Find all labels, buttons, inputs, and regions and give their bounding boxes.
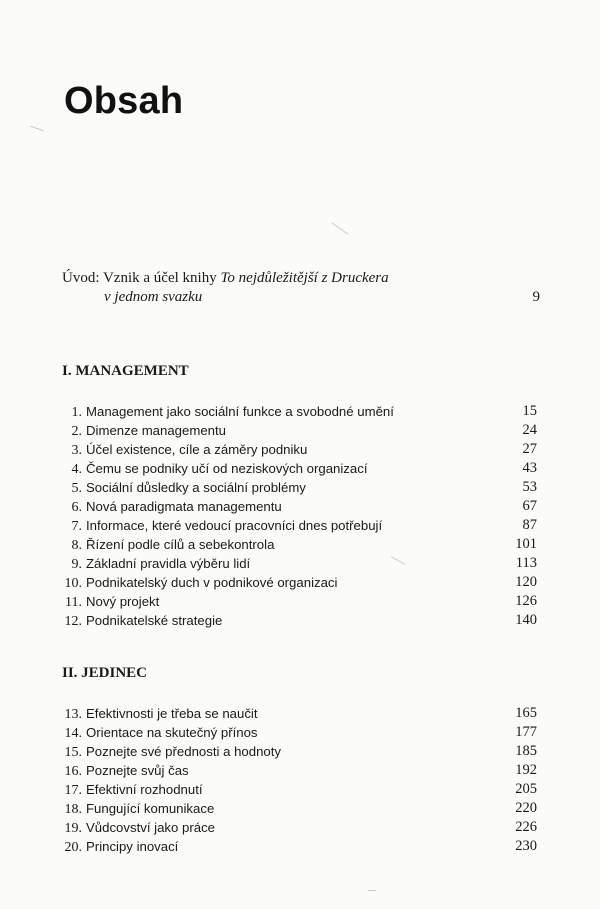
toc-entry	[62, 742, 537, 761]
entry-page: 113	[515, 555, 537, 571]
entry-page: 205	[515, 781, 537, 797]
toc-entry	[62, 440, 537, 459]
section-heading-jedinec: II. JEDINEC	[62, 665, 148, 681]
entry-number: 15.	[64, 745, 82, 760]
entry-title: Podnikatelské strategie	[86, 613, 223, 628]
toc-entry	[62, 592, 537, 611]
entry-number: 2.	[71, 424, 82, 439]
entry-number: 18.	[64, 802, 82, 817]
intro-book-title: To nejdůležitější z Druckera	[220, 270, 389, 286]
entry-title: Čemu se podniky učí od neziskových organizací	[86, 461, 368, 476]
entry-number: 1.	[71, 405, 82, 420]
toc-entry	[62, 516, 537, 535]
entry-page: 43	[522, 460, 537, 476]
entry-page: 230	[515, 838, 537, 854]
toc-entry	[62, 554, 537, 573]
toc-entry	[62, 837, 537, 856]
entry-number: 8.	[71, 538, 82, 553]
intro-book-subtitle: v jednom svazku	[104, 289, 203, 305]
entry-page: 165	[515, 705, 537, 721]
section-heading-management: I. MANAGEMENT	[62, 363, 189, 379]
entry-number: 12.	[64, 614, 82, 629]
toc-entry	[62, 704, 537, 723]
entry-title: Fungující komunikace	[86, 801, 215, 816]
entry-title: Dimenze managementu	[86, 423, 227, 438]
toc-entry	[62, 478, 537, 497]
toc-entry	[62, 780, 537, 799]
entry-page: 120	[515, 574, 537, 590]
entry-title: Poznejte svůj čas	[86, 763, 189, 778]
toc-entry	[62, 761, 537, 780]
entry-title: Management jako sociální funkce a svobodné umění	[86, 404, 394, 419]
entry-number: 19.	[64, 821, 82, 836]
toc-list-jedinec	[62, 704, 537, 856]
entry-number: 7.	[71, 519, 82, 534]
toc-entry	[62, 421, 537, 440]
toc-entry	[62, 402, 537, 421]
entry-page: 101	[515, 536, 537, 552]
entry-number: 6.	[71, 500, 82, 515]
entry-number: 10.	[64, 576, 82, 591]
entry-number: 20.	[64, 840, 82, 855]
toc-entry	[62, 799, 537, 818]
entry-title: Nový projekt	[86, 594, 160, 609]
entry-page: 140	[515, 612, 537, 628]
entry-title: Efektivní rozhodnutí	[86, 782, 203, 797]
entry-number: 13.	[64, 707, 82, 722]
entry-title: Účel existence, cíle a záměry podniku	[86, 442, 308, 457]
scan-speck	[332, 222, 349, 234]
toc-entry	[62, 818, 537, 837]
toc-entry	[62, 573, 537, 592]
toc-entry	[62, 535, 537, 554]
entry-title: Poznejte své přednosti a hodnoty	[86, 744, 282, 759]
entry-title: Řízení podle cílů a sebekontrola	[86, 537, 275, 552]
entry-page: 53	[522, 479, 537, 495]
scan-speck	[30, 126, 43, 132]
intro-page-number: 9	[532, 289, 540, 305]
entry-page: 220	[515, 800, 537, 816]
entry-number: 3.	[71, 443, 82, 458]
entry-title: Sociální důsledky a sociální problémy	[86, 480, 306, 495]
entry-title: Podnikatelský duch v podnikové organizaci	[86, 575, 338, 590]
entry-number: 17.	[64, 783, 82, 798]
intro-line-2	[62, 288, 540, 307]
entry-title: Vůdcovství jako práce	[86, 820, 216, 835]
entry-page: 87	[522, 517, 537, 533]
toc-list-management	[62, 402, 537, 630]
entry-number: 11.	[65, 595, 82, 610]
entry-number: 4.	[71, 462, 82, 477]
entry-title: Principy inovací	[86, 839, 179, 854]
entry-title: Nová paradigmata managementu	[86, 499, 282, 514]
entry-page: 226	[515, 819, 537, 835]
toc-entry	[62, 611, 537, 630]
entry-title: Efektivnosti je třeba se naučit	[86, 706, 258, 721]
intro-entry	[62, 269, 540, 307]
scan-speck	[368, 890, 376, 891]
entry-number: 14.	[64, 726, 82, 741]
entry-page: 24	[522, 422, 537, 438]
toc-entry	[62, 459, 537, 478]
entry-title: Informace, které vedoucí pracovníci dnes potřebují	[86, 518, 383, 533]
entry-number: 16.	[64, 764, 82, 779]
entry-page: 67	[522, 498, 537, 514]
entry-page: 27	[522, 441, 537, 457]
entry-page: 185	[515, 743, 537, 759]
page-title: Obsah	[64, 80, 184, 122]
entry-page: 15	[522, 403, 537, 419]
toc-entry	[62, 723, 537, 742]
entry-number: 5.	[71, 481, 82, 496]
entry-number: 9.	[71, 557, 82, 572]
entry-title: Orientace na skutečný přínos	[86, 725, 258, 740]
entry-title: Základní pravidla výběru lidí	[86, 556, 251, 571]
entry-page: 177	[515, 724, 537, 740]
entry-page: 192	[515, 762, 537, 778]
toc-entry	[62, 497, 537, 516]
intro-prefix: Úvod: Vznik a účel knihy	[62, 270, 221, 286]
entry-page: 126	[515, 593, 537, 609]
intro-line-1	[62, 269, 540, 288]
